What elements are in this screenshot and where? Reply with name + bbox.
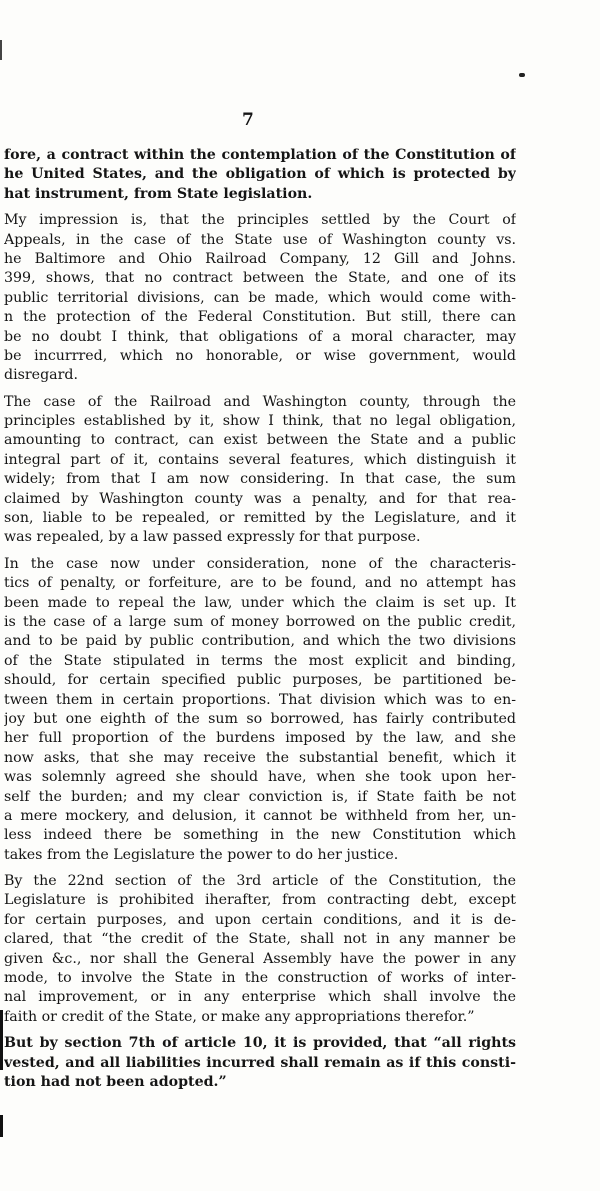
left-margin-bar (0, 1010, 3, 1070)
page-number: 7 (242, 110, 255, 130)
text-line: widely; from that I am now considering. In that case, the sum (4, 471, 516, 488)
text-line: Legislature is prohibited iherafter, from contracting debt, except (4, 892, 516, 909)
paragraph-gap (4, 204, 516, 211)
text-line: self the burden; and my clear conviction is, if State faith be not (4, 788, 516, 805)
text-line: principles established by it, show I think, that no legal obligation, (4, 413, 516, 430)
text-line: faith or credit of the State, or make any appropriations therefor.” (4, 1008, 475, 1025)
text-line: is the case of a large sum of money borrowed on the public credit, (4, 613, 516, 630)
text-line: her full proportion of the burdens imposed by the law, and she (4, 730, 516, 747)
text-line: Appeals, in the case of the State use of Washington county vs. (4, 231, 516, 248)
text-line: But by section 7th of article 10, it is provided, that “all rights (4, 1035, 516, 1052)
text-line: mode, to involve the State in the construction of works of inter- (4, 970, 516, 987)
text-line: was repealed, by a law passed expressly for that purpose. (4, 529, 421, 546)
text-line: 399, shows, that no contract between the State, and one of its (4, 270, 516, 287)
paragraph (4, 211, 516, 386)
text-line: of the State stipulated in terms the most explicit and binding, (4, 652, 516, 669)
text-line: he United States, and the obligation of which is protected by (4, 166, 516, 183)
text-line: been made to repeal the law, under which the claim is set up. It (4, 594, 516, 611)
text-line: son, liable to be repealed, or remitted by the Legislature, and it (4, 510, 516, 527)
text-line: vested, and all liabilities incurred shall remain as if this consti- (4, 1054, 516, 1071)
text-line: nal improvement, or in any enterprise which shall involve the (4, 989, 516, 1006)
text-line: integral part of it, contains several features, which distinguish it (4, 451, 516, 468)
text-line: was solemnly agreed she should have, when she took upon her- (4, 769, 516, 786)
text-line: My impression is, that the principles settled by the Court of (4, 212, 516, 229)
text-line: takes from the Legislature the power to do her justice. (4, 846, 399, 863)
text-line: clared, that “the credit of the State, shall not in any manner be (4, 931, 516, 948)
text-line: for certain purposes, and upon certain conditions, and it is de- (4, 911, 516, 928)
paragraph (4, 146, 516, 204)
text-line: be no doubt I think, that obligations of a moral character, may (4, 328, 516, 345)
text-line: and to be paid by public contribution, and which the two divisions (4, 633, 516, 650)
text-line: The case of the Railroad and Washington county, through the (4, 393, 516, 410)
text-line: fore, a contract within the contemplation of the Constitution of (4, 147, 516, 163)
paragraph-gap (4, 386, 516, 393)
text-line: public territorial divisions, can be made, which would come with- (4, 289, 516, 306)
text-line: given &c., nor shall the General Assembly have the power in any (4, 950, 516, 967)
left-margin-bar (0, 1115, 3, 1137)
text-line: hat instrument, from State legislation. (4, 185, 313, 202)
paragraph-gap (4, 1027, 516, 1034)
text-line: should, for certain specified public purposes, be partitioned be- (4, 672, 516, 689)
text-line: tion had not been adopted.” (4, 1073, 227, 1090)
paragraph (4, 555, 516, 865)
text-line: joy but one eighth of the sum so borrowed, has fairly contributed (4, 710, 516, 727)
text-line: tween them in certain proportions. That division which was to en- (4, 691, 516, 708)
text-line: amounting to contract, can exist between the State and a public (4, 432, 516, 449)
text-line: By the 22nd section of the 3rd article of the Constitution, the (4, 873, 516, 890)
text-line: In the case now under consideration, none of the characteris- (4, 555, 516, 572)
text-line: he Baltimore and Ohio Railroad Company, 12 Gill and Johns. (4, 250, 516, 267)
paragraph-gap (4, 865, 516, 872)
text-line: now asks, that she may receive the substantial benefit, which it (4, 749, 516, 766)
scan-speck-mark (519, 73, 525, 77)
text-line: claimed by Washington county was a penalty, and for that rea- (4, 490, 516, 507)
text-line: be incurrred, which no honorable, or wise government, would (4, 347, 516, 364)
paragraph (4, 393, 516, 548)
text-line: disregard. (4, 367, 78, 384)
text-line: less indeed there be something in the new Constitution which (4, 827, 516, 844)
text-line: a mere mockery, and delusion, it cannot be withheld from her, un- (4, 807, 516, 824)
paragraph (4, 1034, 516, 1092)
paragraph (4, 872, 516, 1027)
left-edge-mark (0, 40, 2, 60)
text-line: tics of penalty, or forfeiture, are to be found, and no attempt has (4, 575, 516, 592)
text-line: n the protection of the Federal Constitution. But still, there can (4, 309, 516, 326)
paragraph-gap (4, 548, 516, 555)
body-text (4, 146, 516, 1092)
